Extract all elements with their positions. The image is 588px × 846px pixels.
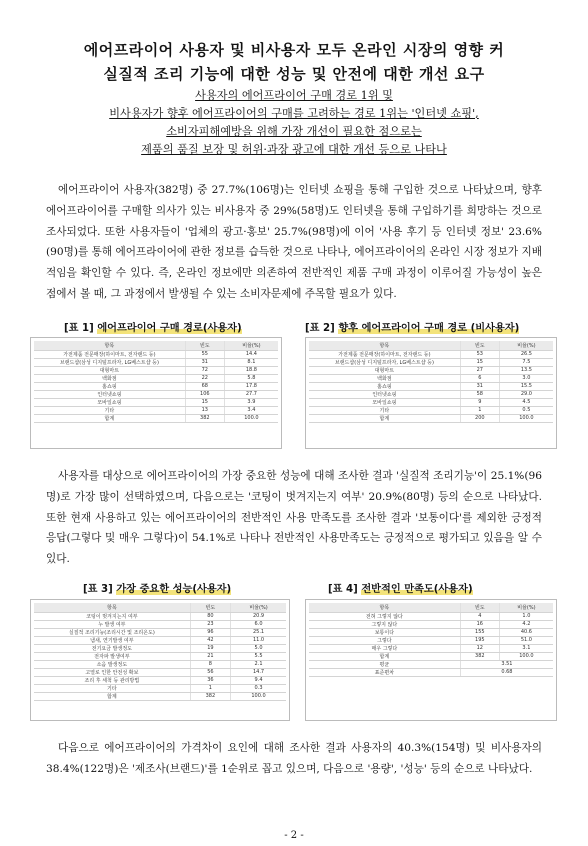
table-cell: 0.3 xyxy=(231,684,286,692)
table-cell: 기타 xyxy=(309,406,460,414)
table-cell: 19 xyxy=(190,644,230,652)
table-cell: 72 xyxy=(185,366,224,374)
table-cell: 5.8 xyxy=(224,374,278,382)
table-cell: 3.51 xyxy=(460,660,553,668)
table-cell: 100.0 xyxy=(231,692,286,700)
table-cell: 42 xyxy=(190,636,230,644)
table-cell: 55 xyxy=(185,350,224,358)
table-cell: 18.8 xyxy=(224,366,278,374)
table-cell: 5.0 xyxy=(231,644,286,652)
table-header-cell: 비율(%) xyxy=(499,603,553,612)
table-cell: 보통이다 xyxy=(309,628,460,636)
table-row xyxy=(309,358,553,366)
paragraph-2: 사용자를 대상으로 에어프라이어의 가장 중요한 성능에 대해 조사한 결과 '실질적 조리기능'이 25.1%(96명)로 가장 많이 선택하였으며, 다음으로는 '코팅이 벗겨지는지 여부' 20.9%(80명) 등의 순으로 나타났다. 또한 현재 사용하고 있는 에어프라이어의 전반적인 사용 만족도를 조사한 결과 '보통이다'를 제외한 긍정적 응답(그렇다 및 매우 그렇다)이 54.1%로 나타나 전반적인 사용만족도는 긍정적으로 평가되고 있음을 알 수 있다. xyxy=(46,470,542,566)
table-cell: 냄새, 연기발생 여부 xyxy=(34,636,190,644)
table-cell: 8.1 xyxy=(224,358,278,366)
table-cell: 합계 xyxy=(34,414,185,422)
table-row xyxy=(309,406,553,414)
table-cell: 가전제품 전문매장(하이마트, 전자랜드 등) xyxy=(34,350,185,358)
table-row xyxy=(34,644,286,652)
table-cell: 대형마트 xyxy=(34,366,185,374)
table-row xyxy=(34,398,278,406)
table-row xyxy=(34,358,278,366)
table-cell: 전혀 그렇지 않다 xyxy=(309,612,460,620)
table-cell: 7.5 xyxy=(499,358,553,366)
table-cell: 27.7 xyxy=(224,390,278,398)
table-row xyxy=(309,636,553,644)
table-row xyxy=(309,382,553,390)
table-cell: 96 xyxy=(190,628,230,636)
table-cell: 기타 xyxy=(34,406,185,414)
table-header-cell: 빈도 xyxy=(185,341,224,350)
table-1-caption: [표 1] 에어프라이어 구매 경로(사용자) xyxy=(64,323,242,334)
paragraph-1: 에어프라이어 사용자(382명) 중 27.7%(106명)는 인터넷 쇼핑을 통해 구입한 것으로 나타났으며, 향후 에어프라이어를 구매할 의사가 있는 비사용자 중 29%(58명)도 인터넷을 통해 구입하기를 희망하는 것으로 조사되었다. 또한 사용자들이 '업체의 광고·홍보' 25.7%(98명)에 이어 '사용 후기 등 인터넷 정보' 23.6%(90명)를 통해 에어프라이어에 관한 정보를 습득한 것으로 나타나, 에어프라이어의 온라인 시장 정보가 지배적임을 확인할 수 있다. 즉, 온라인 정보에만 의존하여 전반적인 제품 구매 과정이 이루어질 가능성이 높은 점에서 볼 때, 그 과정에서 발생될 수 있는 소비자문제에 주목할 필요가 있다. xyxy=(46,184,542,300)
table-row xyxy=(309,644,553,652)
table-2 xyxy=(305,337,557,449)
table-cell: 조리 후 세척 등 관리방법 xyxy=(34,676,190,684)
table-cell: 27 xyxy=(460,366,499,374)
page-number: - 2 - xyxy=(284,830,304,841)
title-line-2: 실질적 조리 기능에 대한 성능 및 안전에 대한 개선 요구 xyxy=(103,65,485,83)
table-row xyxy=(34,406,278,414)
table-cell: 3.1 xyxy=(499,644,553,652)
table-cell: 23 xyxy=(190,620,230,628)
table-cell: 9 xyxy=(460,398,499,406)
table-header-cell: 빈도 xyxy=(190,603,230,612)
table-row xyxy=(34,684,286,692)
table-cell: 56 xyxy=(190,668,230,676)
table-cell: 15 xyxy=(185,398,224,406)
table-cell: 25.1 xyxy=(231,628,286,636)
subtitle-1: 사용자의 에어프라이어 구매 경로 1위 및 xyxy=(195,89,393,102)
table-row xyxy=(309,350,553,358)
table-cell: 코팅이 벗겨지는지 여부 xyxy=(34,612,190,620)
table-1 xyxy=(30,337,282,449)
table-cell: 그렇다 xyxy=(309,636,460,644)
table-total-row xyxy=(34,692,286,700)
table-cell: 20.9 xyxy=(231,612,286,620)
table-row xyxy=(34,612,286,620)
table-cell: 15 xyxy=(460,358,499,366)
table-cell: 고열로 인한 안전성 확보 xyxy=(34,668,190,676)
table-row xyxy=(34,620,286,628)
table-total-row xyxy=(309,414,553,422)
table-row xyxy=(34,390,278,398)
table-cell: 누 발생 여부 xyxy=(34,620,190,628)
table-cell: 6.0 xyxy=(231,620,286,628)
table-cell: 14.4 xyxy=(224,350,278,358)
table-cell: 2.1 xyxy=(231,660,286,668)
table-cell: 3.0 xyxy=(499,374,553,382)
table-cell: 40.6 xyxy=(499,628,553,636)
table-cell: 3.4 xyxy=(224,406,278,414)
table-cell: 실질적 조리기능(조리시간 및 조리온도) xyxy=(34,628,190,636)
table-cell: 3.9 xyxy=(224,398,278,406)
table-3 xyxy=(30,599,290,721)
table-cell: 9.4 xyxy=(231,676,286,684)
table-cell: 13.5 xyxy=(499,366,553,374)
title-line-1: 에어프라이어 사용자 및 비사용자 모두 온라인 시장의 영향 커 xyxy=(83,41,505,59)
table-row xyxy=(309,398,553,406)
table-cell: 382 xyxy=(185,414,224,422)
table-total-row xyxy=(309,652,553,660)
table-cell: 16 xyxy=(460,620,499,628)
table-header-cell: 빈도 xyxy=(460,341,499,350)
table-cell: 홈쇼핑 xyxy=(309,382,460,390)
table-row xyxy=(309,612,553,620)
table-cell: 14.7 xyxy=(231,668,286,676)
table-cell: 0.68 xyxy=(460,668,553,676)
table-cell: 22 xyxy=(185,374,224,382)
table-row xyxy=(34,382,278,390)
table-cell: 1.0 xyxy=(499,612,553,620)
subtitle-4: 제품의 품질 보장 및 허위·과장 광고에 대한 개선 등으로 나타나 xyxy=(141,143,447,156)
table-cell: 15.5 xyxy=(499,382,553,390)
table-cell: 모바일쇼핑 xyxy=(309,398,460,406)
table-row xyxy=(34,636,286,644)
subtitle-3: 소비자피해예방을 위해 가장 개선이 필요한 점으로는 xyxy=(166,125,422,138)
table-cell: 1 xyxy=(460,406,499,414)
table-cell: 백화점 xyxy=(309,374,460,382)
table-cell: 기타 xyxy=(34,684,190,692)
table-header-cell: 빈도 xyxy=(460,603,499,612)
table-cell: 21 xyxy=(190,652,230,660)
table-cell: 소음 발생정도 xyxy=(34,660,190,668)
table-cell: 홈쇼핑 xyxy=(34,382,185,390)
table-row xyxy=(309,620,553,628)
table-cell: 29.0 xyxy=(499,390,553,398)
table-stat-row xyxy=(309,660,553,668)
table-cell: 대형마트 xyxy=(309,366,460,374)
table-row xyxy=(34,652,286,660)
table-row xyxy=(34,366,278,374)
table-stat-row xyxy=(309,668,553,676)
table-cell: 브랜드샵(삼성 디지털프라자, LG베스트샵 등) xyxy=(34,358,185,366)
table-header-cell: 비율(%) xyxy=(231,603,286,612)
table-cell: 17.8 xyxy=(224,382,278,390)
table-cell: 1 xyxy=(190,684,230,692)
table-cell: 100.0 xyxy=(499,414,553,422)
table-cell: 평균 xyxy=(309,660,460,668)
table-row xyxy=(34,668,286,676)
table-cell: 합계 xyxy=(34,692,190,700)
table-cell: 인터넷쇼핑 xyxy=(34,390,185,398)
table-cell: 6 xyxy=(460,374,499,382)
table-cell: 전자파 발생여부 xyxy=(34,652,190,660)
table-4-caption: [표 4] 전반적인 만족도(사용자) xyxy=(328,584,473,595)
table-cell: 100.0 xyxy=(224,414,278,422)
table-cell: 합계 xyxy=(309,414,460,422)
table-cell: 36 xyxy=(190,676,230,684)
table-total-row xyxy=(34,414,278,422)
table-cell: 백화점 xyxy=(34,374,185,382)
table-row xyxy=(309,366,553,374)
table-header-cell: 항목 xyxy=(309,603,460,612)
table-row xyxy=(34,628,286,636)
table-cell: 모바일쇼핑 xyxy=(34,398,185,406)
table-row xyxy=(309,390,553,398)
table-cell: 382 xyxy=(460,652,499,660)
table-cell: 382 xyxy=(190,692,230,700)
table-cell: 4.2 xyxy=(499,620,553,628)
table-cell: 155 xyxy=(460,628,499,636)
table-row xyxy=(309,628,553,636)
table-cell: 브랜드샵(삼성 디지털프라자, LG베스트샵 등) xyxy=(309,358,460,366)
table-row xyxy=(34,350,278,358)
table-header-cell: 비율(%) xyxy=(499,341,553,350)
table-cell: 106 xyxy=(185,390,224,398)
table-cell: 200 xyxy=(460,414,499,422)
table-row xyxy=(34,374,278,382)
table-cell: 8 xyxy=(190,660,230,668)
table-cell: 13 xyxy=(185,406,224,414)
table-cell: 12 xyxy=(460,644,499,652)
table-cell: 100.0 xyxy=(499,652,553,660)
table-cell: 5.5 xyxy=(231,652,286,660)
table-2-caption: [표 2] 향후 에어프라이어 구매 경로 (비사용자) xyxy=(305,323,520,334)
table-cell: 4.5 xyxy=(499,398,553,406)
table-cell: 0.5 xyxy=(499,406,553,414)
table-cell: 4 xyxy=(460,612,499,620)
subtitle-2: 비사용자가 향후 에어프라이어의 구매를 고려하는 경로 1위는 '인터넷 쇼핑', xyxy=(109,107,479,120)
table-cell: 51.0 xyxy=(499,636,553,644)
table-cell: 표준편차 xyxy=(309,668,460,676)
paragraph-3: 다음으로 에어프라이어의 가격차이 요인에 대해 조사한 결과 사용자의 40.3%(154명) 및 비사용자의 38.4%(122명)은 '제조사(브랜드)'를 1순위로 꼽고 있으며, 다음으로 '용량', '성능' 등의 순으로 나타났다. xyxy=(46,742,542,775)
table-cell: 195 xyxy=(460,636,499,644)
table-row xyxy=(34,660,286,668)
table-cell: 가전제품 전문매장(하이마트, 전자랜드 등) xyxy=(309,350,460,358)
table-cell: 80 xyxy=(190,612,230,620)
table-cell: 58 xyxy=(460,390,499,398)
table-header-cell: 비율(%) xyxy=(224,341,278,350)
table-header-cell: 항목 xyxy=(34,603,190,612)
table-row xyxy=(34,676,286,684)
table-cell: 31 xyxy=(460,382,499,390)
table-cell: 그렇지 않다 xyxy=(309,620,460,628)
table-cell: 매우 그렇다 xyxy=(309,644,460,652)
table-cell: 31 xyxy=(185,358,224,366)
table-row xyxy=(309,374,553,382)
table-4 xyxy=(305,599,557,721)
table-header-cell: 항목 xyxy=(309,341,460,350)
table-cell: 53 xyxy=(460,350,499,358)
table-cell: 11.0 xyxy=(231,636,286,644)
table-cell: 26.5 xyxy=(499,350,553,358)
table-cell: 인터넷쇼핑 xyxy=(309,390,460,398)
table-3-caption: [표 3] 가장 중요한 성능(사용자) xyxy=(83,584,232,595)
table-cell: 전기요금 발생정도 xyxy=(34,644,190,652)
table-header-cell: 항목 xyxy=(34,341,185,350)
table-cell: 68 xyxy=(185,382,224,390)
table-cell: 합계 xyxy=(309,652,460,660)
